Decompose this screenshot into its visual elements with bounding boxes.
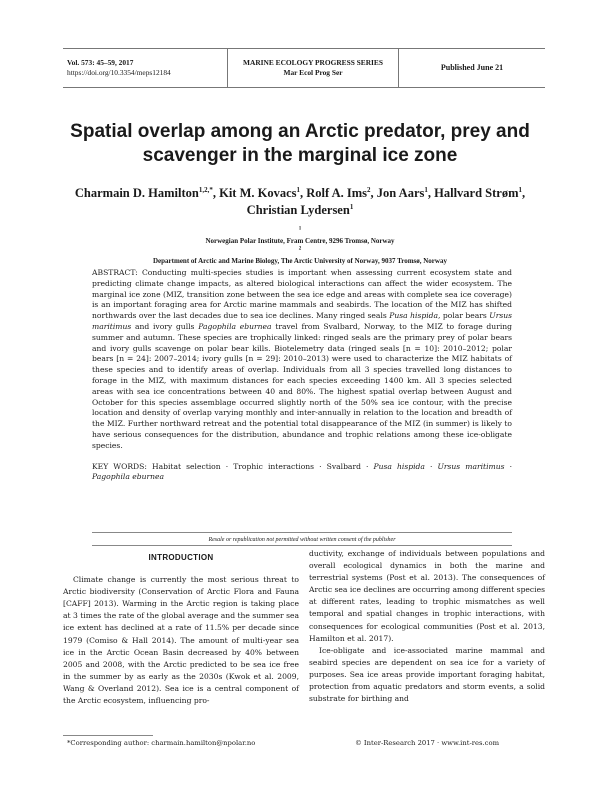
author: Kit M. Kovacs$^1$, — [219, 185, 307, 200]
doi-link[interactable]: https://doi.org/10.3354/meps12184 — [67, 68, 171, 77]
section-heading: INTRODUCTION — [148, 553, 214, 562]
citation: Vol. 573: 45–59, 2017 — [67, 58, 134, 67]
paragraph: Climate change is currently the most serious threat to Arctic biodiversity (Conservation of Arctic Flora and Fauna [CAFF] 2013). Warming in the Arctic region is taking place at 3 times the rate of the global average and the summer sea ice extent has declined at a rate of 11.5% per decade since 1979 (Comiso & Hall 2014). The amount of multi-year sea ice in the Arctic Ocean Basin decreased by 40% between 2005 and 2008, with the Arctic predicted to be sea ice free in the summer by as early as the 2030s (Kwok et al. 2009, Wang & Overland 2012). Sea ice is a central component of the Arctic ecosystem, influencing pro- — [63, 575, 299, 706]
affiliation-1: $^1$ Norwegian Polar Institute, Fram Centre, 9296 Tromsø, Norway — [205, 226, 395, 245]
abstract — [92, 268, 512, 483]
divider — [92, 545, 512, 546]
footer — [63, 739, 545, 747]
footnote-rule — [63, 735, 153, 736]
journal-name: MARINE ECOLOGY PROGRESS SERIES — [243, 58, 383, 67]
corresponding-author: *Corresponding author: charmain.hamilton@npolar.no — [67, 739, 256, 747]
keywords: KEY WORDS: Habitat selection · Trophic interactions · Svalbard · Pusa hispida · Ursus maritimus · Pagophila eburnea — [92, 461, 512, 482]
divider — [92, 532, 512, 533]
author: Charmain D. Hamilton$^{1,2,*}$, — [74, 185, 220, 200]
author: Hallvard Strøm$^1$, — [434, 185, 526, 200]
body-column-left — [63, 548, 299, 707]
journal-block — [227, 49, 399, 87]
journal-abbrev: Mar Ecol Prog Ser — [283, 68, 343, 77]
republication-notice: Resale or republication not permitted without written consent of the publisher — [208, 537, 396, 543]
citation-block — [63, 49, 227, 87]
author: Rolf A. Ims$^2$, — [306, 185, 377, 200]
author-list — [60, 185, 540, 219]
abstract-text: ABSTRACT: Conducting multi-species studies is important when assessing current ecosystem state and predicting climate change impacts, as altered biological interactions can affect the wider ecosystem. The marginal ice zone (MIZ, transition zone between the sea ice edge and areas with complete sea ice coverage) is an important foraging area for Arctic marine mammals and seabirds. The location of the MIZ has shifted northwards over the last decades due to sea ice declines. Many ringed seals Pusa hispida, polar bears Ursus maritimus and ivory gulls Pagophila eburnea travel from Svalbard, Norway, to the MIZ to forage during summer and autumn. These species are trophically linked: ringed seals are the primary prey of polar bears and ivory gulls scavenge on polar bear kills. Biotelemetry data (ringed seals [n = 10]: 2010–2012; polar bears [n = 24]: 2007–2014; ivory gulls [n = 29]: 2010–2013) were used to characterize the MIZ habitats of these species and to identify areas of overlap. Individuals from all 3 species travelled long distances to forage in the MIZ, with maximum distances for each species exceeding 1400 km. All 3 species selected areas with sea ice concentrations between 40 and 80%. The highest spatial overlap between August and October for this species assemblage occurred slightly north of the 50% sea ice contour, with the precise location and density of overlap varying monthly and inter-annually in relation to the location and breadth of the MIZ. Further northward retreat and the potential total disappearance of the MIZ (in summer) is likely to have serious consequences for the distribution, abundance and trophic relations among these ice-obligate species. — [92, 268, 513, 450]
published-date: Published June 21 — [440, 63, 504, 72]
author: Jon Aars$^1$, — [376, 185, 435, 200]
affiliation-2: $^2$ Department of Arctic and Marine Biology, The Arctic University of Norway, 9037 Tromsø, Norway — [153, 246, 447, 265]
title-line-1: Spatial overlap among an Arctic predator, prey and — [70, 121, 530, 142]
paragraph: ductivity, exchange of individuals between populations and overall ecological dynamics in both the marine and terrestrial systems (Post et al. 2013). The consequences of Arctic sea ice declines are occurring among different species at different rates, leading to trophic mismatches as well temporal and spatial changes in trophic interactions, with consequences for ecological communities (Post et al. 2013, Hamilton et al. 2017). — [309, 549, 545, 643]
body-column-right — [309, 548, 545, 705]
author: Christian Lydersen$^1$ — [246, 202, 354, 217]
copyright: © Inter-Research 2017 · www.int-res.com — [354, 739, 500, 747]
affiliations — [60, 226, 540, 266]
paragraph: Ice-obligate and ice-associated marine mammal and seabird species are dependent on sea ice for a variety of purposes. Sea ice areas provide important foraging habitat, protection from aquatic predators and storm events, a solid substrate for birthing and — [309, 645, 545, 704]
journal-header — [63, 48, 545, 88]
title-line-2: scavenger in the marginal ice zone — [142, 145, 458, 166]
paper-title — [60, 120, 540, 168]
